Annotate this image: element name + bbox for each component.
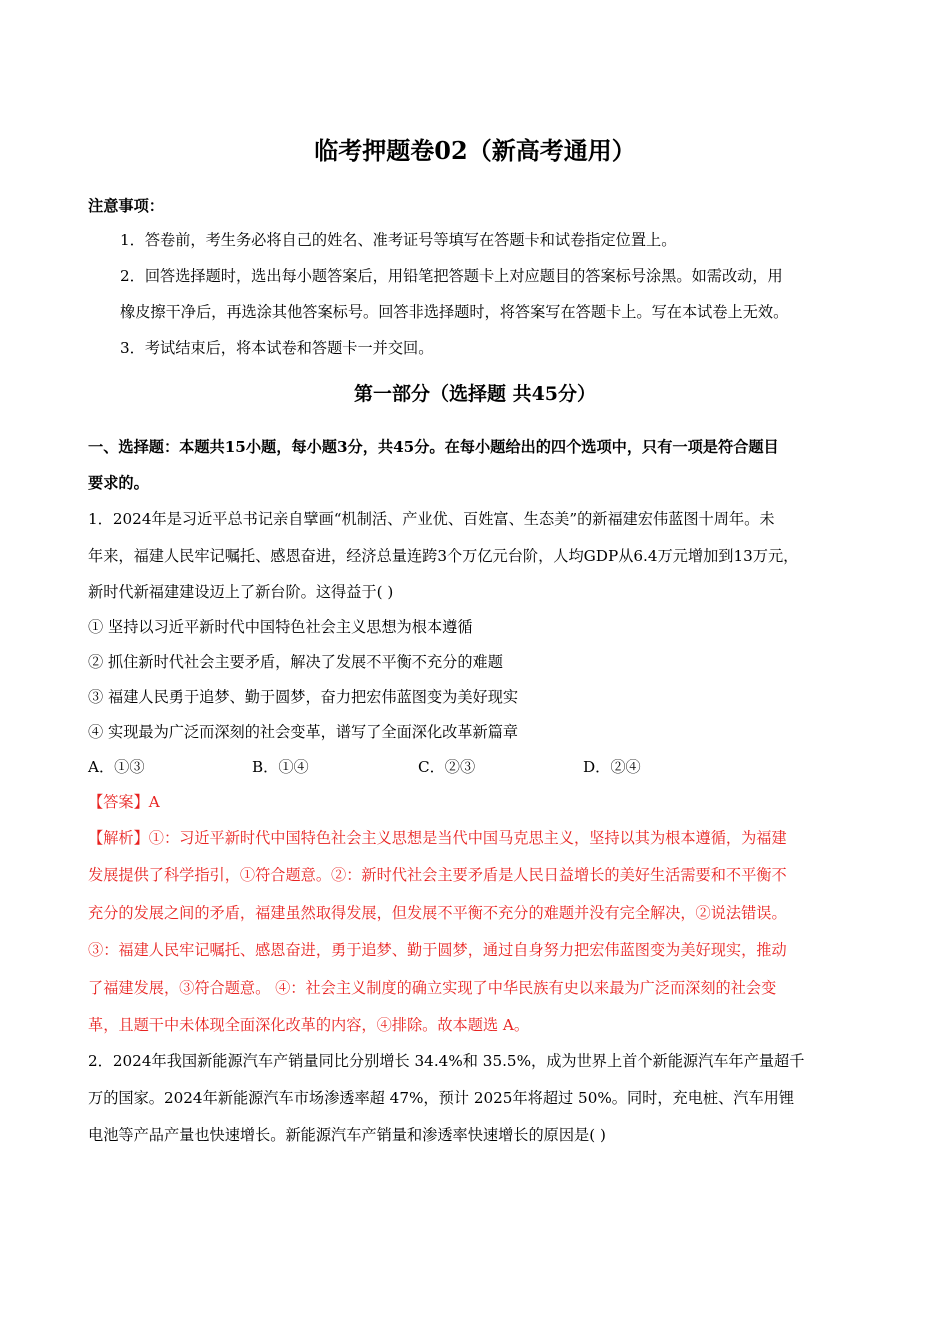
notice-heading: 注意事项： (88, 197, 164, 215)
q1-analysis-line-1: 【解析】①：习近平新时代中国特色社会主义思想是当代中国马克思主义，坚持以其为根本遵循，为福建 (88, 829, 787, 847)
q1-stem-line-1: 1．2024年是习近平总书记亲自擘画“机制活、产业优、百姓富、生态美”的新福建宏伟蓝图十周年。未 (88, 510, 775, 528)
q1-statement-1: ① 坚持以习近平新时代中国特色社会主义思想为根本遵循 (88, 618, 473, 636)
q1-analysis-line-6: 革，且题干中未体现全面深化改革的内容，④排除。故本题选 A。 (88, 1016, 530, 1034)
section-title: 第一部分（选择题 共45分） (353, 383, 597, 405)
q1-stem-line-2: 年来，福建人民牢记嘱托、感恩奋进，经济总量连跨3个万亿元台阶，人均GDP从6.4万元增加到13万元， (88, 547, 799, 565)
q1-options (88, 756, 878, 778)
notice-item-2-cont: 橡皮擦干净后，再选涂其他答案标号。回答非选择题时，将答案写在答题卡上。写在本试卷上无效。 (120, 303, 789, 321)
page-title: 临考押题卷02（新高考通用） (314, 136, 636, 165)
notice-item-2: 2．回答选择题时，选出每小题答案后，用铅笔把答题卡上对应题目的答案标号涂黑。如需改动，用 (120, 267, 783, 285)
part-intro-line-2: 要求的。 (88, 474, 149, 492)
q1-analysis-line-3: 充分的发展之间的矛盾，福建虽然取得发展，但发展不平衡不充分的难题并没有完全解决，②说法错误。 (88, 904, 787, 922)
part-intro-line-1: 一、选择题：本题共15小题，每小题3分，共45分。在每小题给出的四个选项中，只有一项是符合题目 (88, 438, 779, 456)
q2-stem-line-3: 电池等产品产量也快速增长。新能源汽车产销量和渗透率快速增长的原因是( ) (88, 1126, 606, 1144)
q1-option-a: A．①③ (88, 758, 145, 776)
q1-statement-4: ④ 实现最为广泛而深刻的社会变革，谱写了全面深化改革新篇章 (88, 723, 519, 741)
q1-answer: 【答案】A (88, 793, 160, 811)
q1-stem-line-3: 新时代新福建建设迈上了新台阶。这得益于( ) (88, 583, 394, 601)
q2-stem-line-1: 2．2024年我国新能源汽车产销量同比分别增长 34.4%和 35.5%，成为世界上首个新能源汽车年产量超千 (88, 1052, 805, 1070)
q2-stem-line-2: 万的国家。2024年新能源汽车市场渗透率超 47%，预计 2025年将超过 50%。同时，充电桩、汽车用锂 (88, 1089, 795, 1107)
q1-analysis-line-2: 发展提供了科学指引，①符合题意。②：新时代社会主要矛盾是人民日益增长的美好生活需要和不平衡不 (88, 866, 787, 884)
q1-option-b: B．①④ (252, 758, 309, 776)
notice-item-1: 1．答卷前，考生务必将自己的姓名、准考证号等填写在答题卡和试卷指定位置上。 (120, 231, 677, 249)
notice-item-3: 3．考试结束后，将本试卷和答题卡一并交回。 (120, 339, 434, 357)
q1-option-c: C．②③ (418, 758, 476, 776)
q1-analysis-line-5: 了福建发展，③符合题意。 ④：社会主义制度的确立实现了中华民族有史以来最为广泛而深刻的社会变 (88, 979, 777, 997)
q1-statement-2: ② 抓住新时代社会主要矛盾，解决了发展不平衡不充分的难题 (88, 653, 503, 671)
q1-option-d: D．②④ (583, 758, 641, 776)
q1-analysis-line-4: ③：福建人民牢记嘱托、感恩奋进，勇于追梦、勤于圆梦，通过自身努力把宏伟蓝图变为美好现实，推动 (88, 941, 787, 959)
q1-statement-3: ③ 福建人民勇于追梦、勤于圆梦，奋力把宏伟蓝图变为美好现实 (88, 688, 519, 706)
